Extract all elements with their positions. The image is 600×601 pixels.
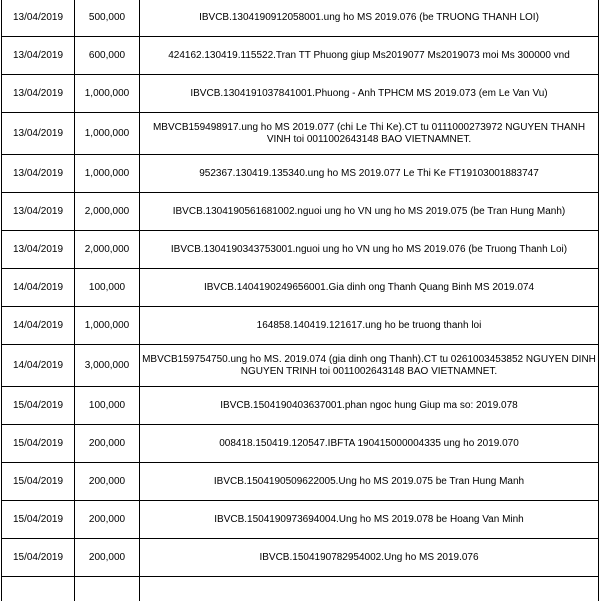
table-row <box>2 155 599 193</box>
description-cell: IBVCB.1304191037841001.Phuong - Anh TPHCM MS 2019.073 (em Le Van Vu) <box>140 75 599 113</box>
date-cell <box>2 577 75 601</box>
amount-cell: 3,000,000 <box>75 345 140 387</box>
table-row <box>2 463 599 501</box>
table-row <box>2 539 599 577</box>
table-row <box>2 113 599 155</box>
table-row <box>2 193 599 231</box>
amount-cell <box>75 577 140 601</box>
date-cell: 14/04/2019 <box>2 345 75 387</box>
description-cell: 008418.150419.120547.IBFTA 190415000004335 ung ho 2019.070 <box>140 425 599 463</box>
date-cell: 14/04/2019 <box>2 269 75 307</box>
amount-cell: 1,000,000 <box>75 307 140 345</box>
date-cell: 13/04/2019 <box>2 0 75 37</box>
date-cell: 14/04/2019 <box>2 307 75 345</box>
table-row <box>2 231 599 269</box>
date-cell: 13/04/2019 <box>2 113 75 155</box>
date-cell: 15/04/2019 <box>2 539 75 577</box>
description-cell: IBVCB.1304190343753001.nguoi ung ho VN ung ho MS 2019.076 (be Truong Thanh Loi) <box>140 231 599 269</box>
description-cell: 424162.130419.115522.Tran TT Phuong giup Ms2019077 Ms2019073 moi Ms 300000 vnd <box>140 37 599 75</box>
date-cell: 13/04/2019 <box>2 155 75 193</box>
table-row <box>2 577 599 601</box>
description-cell: 952367.130419.135340.ung ho MS 2019.077 Le Thi Ke FT19103001883747 <box>140 155 599 193</box>
table-row <box>2 345 599 387</box>
description-cell: 164858.140419.121617.ung ho be truong thanh loi <box>140 307 599 345</box>
amount-cell: 100,000 <box>75 387 140 425</box>
amount-cell: 200,000 <box>75 501 140 539</box>
amount-cell: 2,000,000 <box>75 193 140 231</box>
description-cell: MBVCB159498917.ung ho MS 2019.077 (chi Le Thi Ke).CT tu 0111000273972 NGUYEN THANH VINH toi 0011002643148 BAO VIETNAMNET. <box>140 113 599 155</box>
amount-cell: 200,000 <box>75 539 140 577</box>
description-cell: IBVCB.1504190782954002.Ung ho MS 2019.076 <box>140 539 599 577</box>
amount-cell: 2,000,000 <box>75 231 140 269</box>
donation-table <box>1 0 599 601</box>
table-row <box>2 425 599 463</box>
date-cell: 13/04/2019 <box>2 37 75 75</box>
date-cell: 15/04/2019 <box>2 387 75 425</box>
table-row <box>2 75 599 113</box>
table-row <box>2 37 599 75</box>
amount-cell: 1,000,000 <box>75 113 140 155</box>
amount-cell: 200,000 <box>75 463 140 501</box>
date-cell: 15/04/2019 <box>2 501 75 539</box>
amount-cell: 500,000 <box>75 0 140 37</box>
amount-cell: 200,000 <box>75 425 140 463</box>
description-cell <box>140 577 599 601</box>
date-cell: 13/04/2019 <box>2 75 75 113</box>
date-cell: 13/04/2019 <box>2 193 75 231</box>
date-cell: 15/04/2019 <box>2 425 75 463</box>
amount-cell: 600,000 <box>75 37 140 75</box>
table-row <box>2 0 599 37</box>
description-cell: IBVCB.1504190973694004.Ung ho MS 2019.078 be Hoang Van Minh <box>140 501 599 539</box>
table-row <box>2 269 599 307</box>
table-row <box>2 501 599 539</box>
description-cell: IBVCB.1504190403637001.phan ngoc hung Giup ma so: 2019.078 <box>140 387 599 425</box>
amount-cell: 100,000 <box>75 269 140 307</box>
description-cell: IBVCB.1404190249656001.Gia dinh ong Thanh Quang Binh MS 2019.074 <box>140 269 599 307</box>
description-cell: IBVCB.1304190912058001.ung ho MS 2019.076 (be TRUONG THANH LOI) <box>140 0 599 37</box>
table-row <box>2 387 599 425</box>
date-cell: 15/04/2019 <box>2 463 75 501</box>
amount-cell: 1,000,000 <box>75 155 140 193</box>
date-cell: 13/04/2019 <box>2 231 75 269</box>
description-cell: MBVCB159754750.ung ho MS. 2019.074 (gia dinh ong Thanh).CT tu 0261003453852 NGUYEN DINH NGUYEN TRINH toi 0011002643148 BAO VIETNAMNET. <box>140 345 599 387</box>
amount-cell: 1,000,000 <box>75 75 140 113</box>
description-cell: IBVCB.1304190561681002.nguoi ung ho VN ung ho MS 2019.075 (be Tran Hung Manh) <box>140 193 599 231</box>
description-cell: IBVCB.1504190509622005.Ung ho MS 2019.075 be Tran Hung Manh <box>140 463 599 501</box>
table-row <box>2 307 599 345</box>
